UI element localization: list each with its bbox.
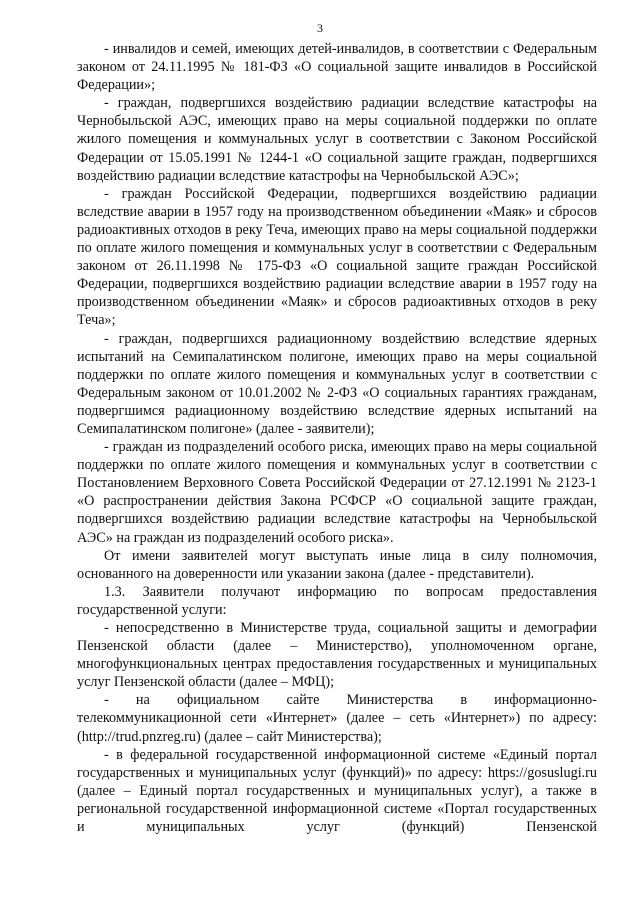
paragraph-mayak: - граждан Российской Федерации, подвергшихся воздействию радиации вследствие аварии в 1957 году на производственном объединении «Маяк» и сбросов радиоактивных отходов в реку Теча, имеющих право на меры социальной поддержки по оплате жилого помещения и коммунальных услуг в соответствии с Федеральным законом от 26.11.1998 № 175-ФЗ «О социальной защите граждан Российской Федерации, подвергшихся воздействию радиации вследствие аварии в 1957 году на производственном объединении «Маяк» и сбросов радиоактивных отходов в реку Теча»; <box>77 185 597 329</box>
paragraph-unified-portal: - в федеральной государственной информационной системе «Единый портал государственных и муниципальных услуг (функций)» по адресу: https://gosuslugi.ru (далее – Единый портал государственных и муниципальных услуг), а также в региональной государственной информационной системе «Портал государственных и муниципальных услуг (функций) Пензенской <box>77 746 597 836</box>
paragraph-section-1-3: 1.3. Заявители получают информацию по вопросам предоставления государственной услуги: <box>77 583 597 618</box>
page-number: 3 <box>317 21 323 35</box>
document-body <box>77 40 597 836</box>
paragraph-representatives: От имени заявителей могут выступать иные лица в силу полномочия, основанного на доверенности или указании закона (далее - представители). <box>77 547 597 582</box>
paragraph-chernobyl: - граждан, подвергшихся воздействию радиации вследствие катастрофы на Чернобыльской АЭС, имеющих право на меры социальной поддержки по оплате жилого помещения и коммунальных услуг в соответствии с Законом Российской Федерации от 15.05.1991 № 1244-1 «О социальной защите граждан, подвергшихся воздействию радиации вследствие катастрофы на Чернобыльской АЭС»; <box>77 95 597 184</box>
paragraph-ministry-direct: - непосредственно в Министерстве труда, социальной защиты и демографии Пензенской области (далее – Министерство), уполномоченном органе, многофункциональных центрах предоставления государственных и муниципальных услуг Пензенской области (далее – МФЦ); <box>77 620 597 691</box>
paragraph-ministry-website: - на официальном сайте Министерства в информационно-телекоммуникационной сети «Интернет» (далее – сеть «Интернет») по адресу: (http://trud.pnzreg.ru) (далее – сайт Министерства); <box>77 692 597 745</box>
paragraph-disabled-persons: - инвалидов и семей, имеющих детей-инвалидов, в соответствии с Федеральным законом от 24.11.1995 № 181-ФЗ «О социальной защите инвалидов в Российской Федерации»; <box>77 41 597 94</box>
paragraph-special-risk: - граждан из подразделений особого риска, имеющих право на меры социальной поддержки по оплате жилого помещения и коммунальных услуг в соответствии с Постановлением Верховного Совета Российской Федерации от 27.12.1991 № 2123-1 «О распространении действия Закона РСФСР «О социальной защите граждан, подвергшихся воздействию радиации вследствие катастрофы на Чернобыльской АЭС» на граждан из подразделений особого риска». <box>77 439 597 546</box>
paragraph-semipalatinsk: - граждан, подвергшихся радиационному воздействию вследствие ядерных испытаний на Семипалатинском полигоне, имеющих право на меры социальной поддержки по оплате жилого помещения и коммунальных услуг в соответствии с Федеральным законом от 10.01.2002 № 2-ФЗ «О социальных гарантиях гражданам, подвергшимся радиационному воздействию вследствие ядерных испытаний на Семипалатинском полигоне» (далее - заявители); <box>77 330 597 437</box>
